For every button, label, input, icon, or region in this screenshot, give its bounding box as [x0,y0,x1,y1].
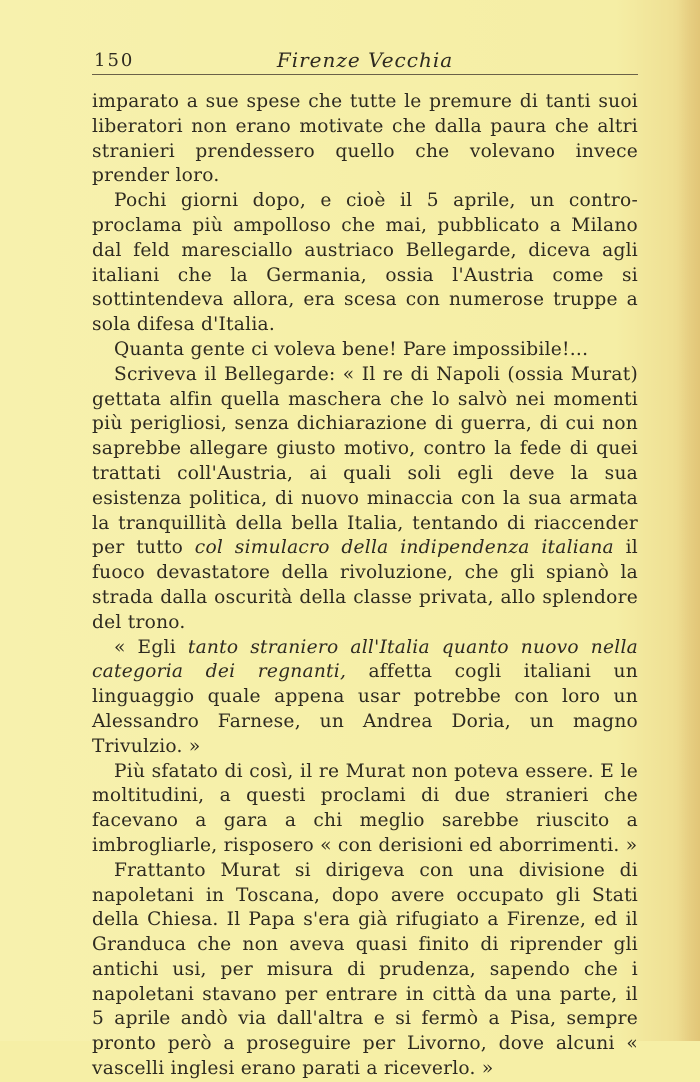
page-number: 150 [94,50,135,71]
page-edge-shadow [678,0,700,1041]
paragraph-1: imparato a sue spese che tutte le premure di tanti suoi liberatori non erano motivate che dalla paura che altri stranieri prendessero quello che volevano invece prender loro. [92,91,638,187]
paragraph-5 [92,636,638,760]
running-title: Firenze Vecchia [276,48,454,72]
body-text [92,90,638,1082]
paragraph-2: Pochi giorni dopo, e cioè il 5 aprile, un contro-proclama più ampolloso che mai, pubblicato a Milano dal feld maresciallo austriaco Bellegarde, diceva agli italiani che la Germania, ossia l'Austria come si sottintendeva allora, era scesa con numerose truppe a sola difesa d'Italia. [92,190,638,336]
paragraph-5-text-b: affetta cogli italiani un linguaggio quale appena usar potrebbe con loro un Alessandro Farnese, un Andrea Doria, un magno Trivulzio. » [92,661,638,757]
paragraph-3: Quanta gente ci voleva bene! Pare impossibile!... [114,338,589,360]
paragraph-4-text-b: il fuoco devastatore della rivoluzione, che gli spianò la strada dalla oscurità della classe privata, allo splendore del trono. [92,537,638,633]
paragraph-5-italic: tanto straniero all'Italia quanto nuovo nella categoria dei regnanti, [92,636,639,683]
paragraph-7: Frattanto Murat si dirigeva con una divisione di napoletani in Toscana, dopo avere occupato gli Stati della Chiesa. Il Papa s'era già rifugiato a Firenze, ed il Granduca che non aveva quasi finito di riprender gli antichi usi, per misura di prudenza, sapendo che i napoletani stavano per entrare in città da una parte, il 5 aprile andò via dall'altra e si fermò a Pisa, sempre pronto però a proseguire per Livorno, dove alcuni « vascelli inglesi erano parati a riceverlo. » [92,859,638,1080]
paragraph-4-italic: col simulacro della indipendenza italiana [194,537,614,559]
page-header [92,44,638,76]
header-rule [92,74,638,75]
paragraph-4 [92,363,638,636]
paragraph-4-text-a: Scriveva il Bellegarde: « Il re di Napoli (ossia Murat) gettata alfin quella maschera che lo salvò nei momenti più perigliosi, senza dichiarazione di guerra, di cui non saprebbe allegare giusto motivo, contro la fede di quei trattati coll'Austria, ai quali soli egli deve la sua esistenza politica, di nuovo minaccia con la sua armata la tranquillità della bella Italia, tentando di riaccender per tutto [92,363,638,559]
paragraph-6: Più sfatato di così, il re Murat non poteva essere. E le moltitudini, a questi proclami di due stranieri che facevano a gara a chi meglio sarebbe riuscito a imbrogliarle, risposero « con derisioni ed aborrimenti. » [92,760,638,856]
paragraph-5-text-a: « Egli [114,636,188,658]
